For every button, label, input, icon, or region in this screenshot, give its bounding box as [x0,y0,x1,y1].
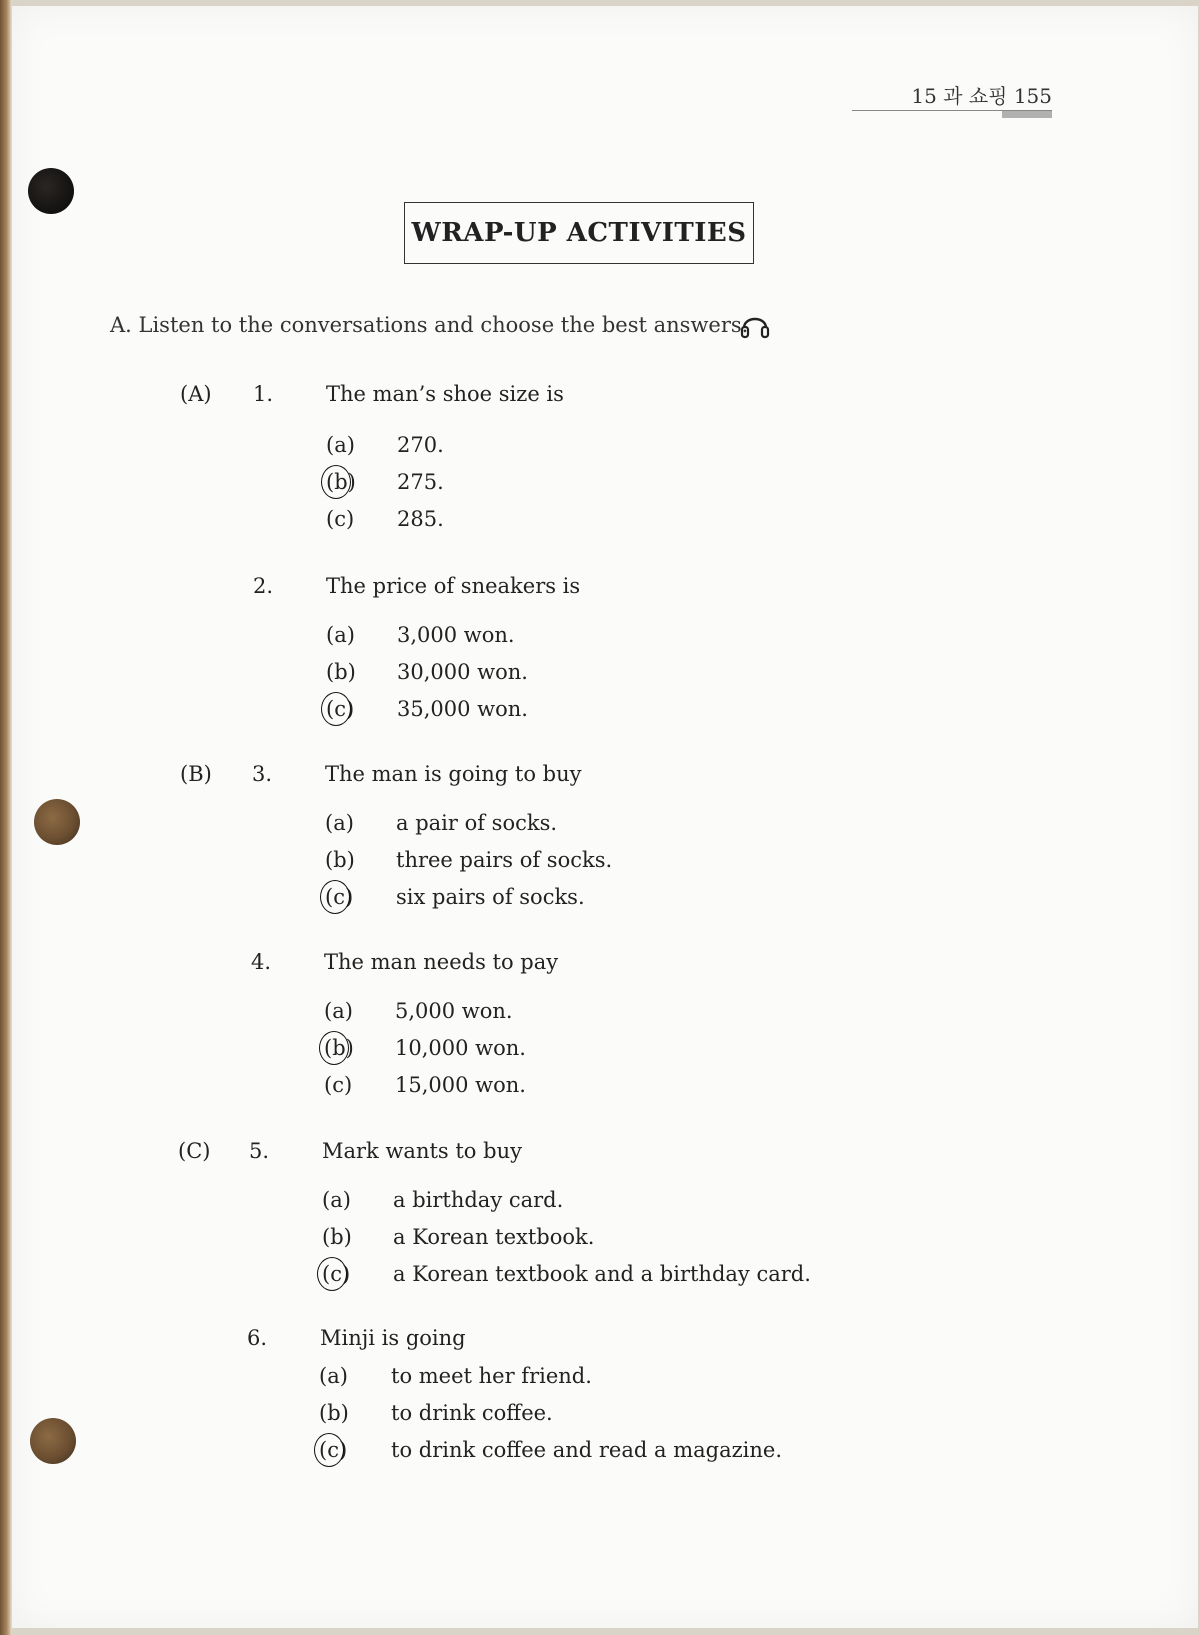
question-stem: The price of sneakers is [326,574,581,598]
option-letter: (a) [326,623,355,647]
answer-circle-mark [314,1433,344,1467]
option-letter: (b) [319,1401,349,1425]
option-text: 35,000 won. [397,697,528,721]
page-label: 15 과 쇼핑 155 [911,84,1052,108]
section-label: (B) [180,762,212,786]
question-number: 4. [251,950,272,974]
option-text: 270. [397,433,444,457]
option-letter: (a) [325,811,354,835]
option-letter: (a) [322,1188,351,1212]
option-letter: (c) [326,507,355,531]
header-tab [1002,111,1052,118]
option-text: to meet her friend. [391,1364,592,1388]
answer-circle-mark [320,880,350,914]
option-text: a birthday card. [393,1188,564,1212]
question-stem: The man is going to buy [325,762,582,786]
option-text: to drink coffee. [391,1401,553,1425]
option-text: 15,000 won. [395,1073,526,1097]
punch-hole [30,1418,76,1464]
instruction-text: A. Listen to the conversations and choose the best answers. [110,313,749,337]
question-stem: Minji is going [320,1326,466,1350]
binder-edge [0,0,12,1635]
option-text: a Korean textbook and a birthday card. [393,1262,811,1286]
option-letter: (a) [324,999,353,1023]
option-text: 285. [397,507,444,531]
option-text: 30,000 won. [397,660,528,684]
option-text: to drink coffee and read a magazine. [391,1438,783,1462]
option-text: 3,000 won. [397,623,515,647]
option-letter: (b) [326,660,356,684]
answer-circle-mark [319,1031,349,1065]
question-number: 5. [249,1139,270,1163]
option-letter: (b) [326,470,356,494]
option-letter: (b) [325,848,355,872]
punch-hole [28,168,74,214]
question-stem: Mark wants to buy [322,1139,522,1163]
option-letter: (c) [319,1438,348,1462]
question-stem: The man’s shoe size is [326,382,564,406]
question-number: 6. [247,1326,268,1350]
option-text: a Korean textbook. [393,1225,595,1249]
option-letter: (c) [326,697,355,721]
option-letter: (a) [326,433,355,457]
section-label: (C) [178,1139,211,1163]
option-text: a pair of socks. [396,811,558,835]
option-letter: (b) [322,1225,352,1249]
option-text: three pairs of socks. [396,848,613,872]
option-text: 5,000 won. [395,999,513,1023]
page-title-text: WRAP-UP ACTIVITIES [411,218,747,248]
answer-circle-mark [317,1257,347,1291]
page-header [852,80,1052,109]
question-number: 2. [253,574,274,598]
punch-hole [34,799,80,845]
option-letter: (c) [322,1262,351,1286]
headphones-icon [738,308,772,342]
question-number: 3. [252,762,273,786]
option-text: 275. [397,470,444,494]
question-stem: The man needs to pay [324,950,559,974]
option-text: six pairs of socks. [396,885,585,909]
question-number: 1. [253,382,274,406]
option-letter: (c) [325,885,354,909]
option-letter: (a) [319,1364,348,1388]
option-letter: (c) [324,1073,353,1097]
section-label: (A) [180,382,212,406]
page-title [404,202,754,264]
answer-circle-mark [321,692,351,726]
option-text: 10,000 won. [395,1036,526,1060]
answer-circle-mark [321,465,351,499]
option-letter: (b) [324,1036,354,1060]
